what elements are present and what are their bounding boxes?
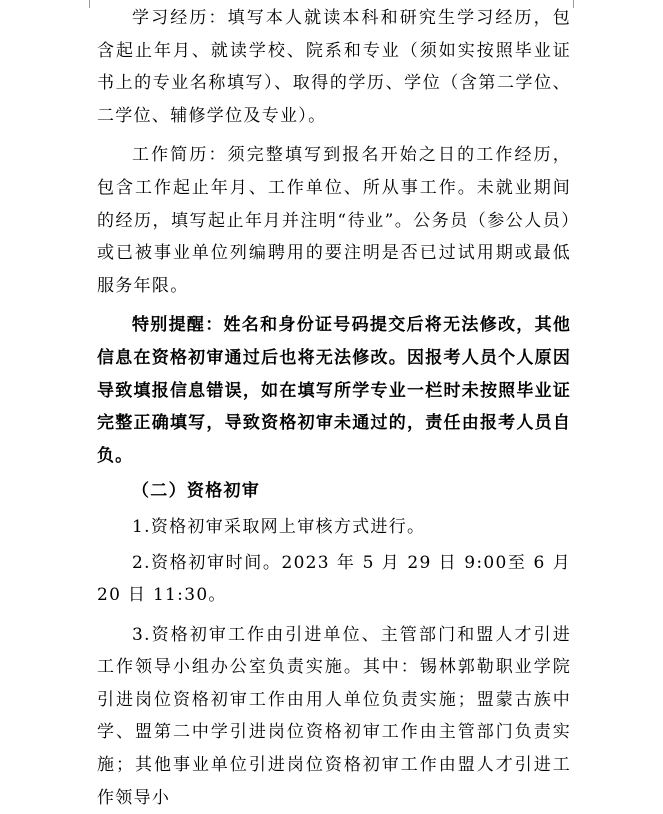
paragraph-work-history: 工作简历：须完整填写到报名开始之日的工作经历，包含工作起止年月、工作单位、所从事工作。未就业期间的经历，填写起止年月并注明“待业”。公务员（参公人员）或已被事业单位列编聘用的要注明是否已过试用期或最低服务年限。: [97, 145, 571, 296]
paragraph-special-reminder: 特别提醒：姓名和身份证号码提交后将无法修改，其他信息在资格初审通过后也将无法修改。因报考人员个人原因导致填报信息错误，如在填写所学专业一栏时未按照毕业证完整正确填写，导致资格初审未通过的，责任由报考人员自负。: [97, 315, 571, 466]
list-item-2: 2.资格初审时间。2023 年 5 月 29 日 9:00至 6 月 20 日 11:30。: [97, 552, 571, 606]
paragraph-study-history: 学习经历：填写本人就读本科和研究生学习经历，包含起止年月、就读学校、院系和专业（须如实按照毕业证书上的专业名称填写）、取得的学历、学位（含第二学位、二学位、辅修学位及专业）。: [97, 8, 571, 126]
crop-mark-left: [89, 0, 90, 8]
list-item-1: 1.资格初审采取网上审核方式进行。: [132, 516, 426, 537]
document-body: [97, 2, 571, 814]
list-item-3: 3.资格初审工作由引进单位、主管部门和盟人才引进工作领导小组办公室负责实施。其中：锡林郭勒职业学院引进岗位资格初审工作由用人单位负责实施；盟蒙古族中学、盟第二中学引进岗位资格初审工作由主管部门负责实施；其他事业单位引进岗位资格初审工作由盟人才引进工作领导小: [97, 624, 571, 808]
crop-mark-right: [573, 0, 574, 8]
section-heading-qualification-review: （二）资格初审: [132, 481, 261, 502]
